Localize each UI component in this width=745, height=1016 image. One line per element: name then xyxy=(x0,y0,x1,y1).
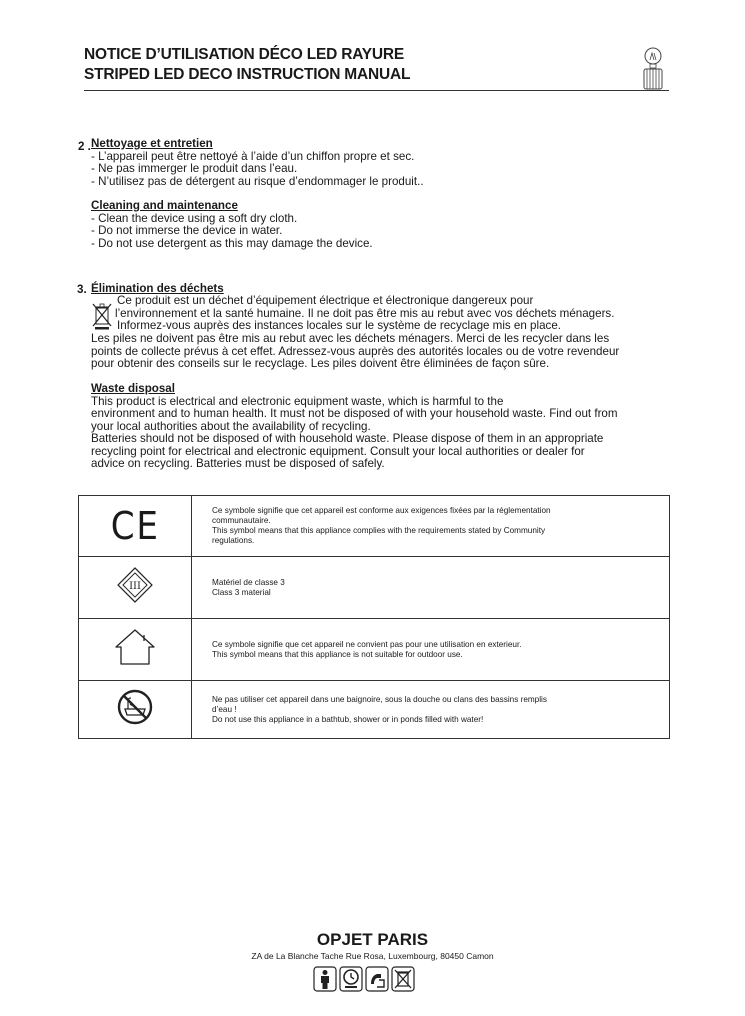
text-line: - Do not immerse the device in water. xyxy=(91,224,283,237)
section-cleaning xyxy=(91,138,424,188)
text-line: Ce symbole signifie que cet appareil est conforme aux exigences fixées par la réglementation xyxy=(212,506,551,515)
text-line: This symbol means that this appliance is not suitable for outdoor use. xyxy=(212,649,463,659)
text-line: your local authorities about the availability of recycling. xyxy=(91,419,371,433)
title-french: NOTICE D’UTILISATION DÉCO LED RAYURE xyxy=(84,46,405,63)
text-line: communautaire. xyxy=(212,516,271,525)
text-line: - Clean the device using a soft dry cloth. xyxy=(91,211,298,225)
company-address: ZA de La Blanche Tache Rue Rosa, Luxembourg, 80450 Camon xyxy=(251,951,494,961)
battery-text-fr xyxy=(91,333,619,371)
text-line: - Ne pas immerger le produit dans l’eau. xyxy=(91,162,298,175)
text-line: Informez-vous auprès des instances locales sur le système de recyclage mis en place. xyxy=(117,319,561,332)
text-line: environment and to human health. It must not be disposed of with your household waste. Find out from xyxy=(91,407,618,420)
adult-person-icon xyxy=(313,966,337,992)
symbol-cell xyxy=(79,496,192,557)
recycling-hand-icon xyxy=(365,966,389,992)
text-line: Do not use this appliance in a bathtub, shower or in ponds filled with water! xyxy=(212,714,484,724)
section-number: 2 . xyxy=(78,140,91,153)
indoor-use-house-icon xyxy=(113,627,157,667)
class-3-icon xyxy=(116,566,154,604)
weee-text xyxy=(91,295,614,333)
text-line: d’eau ! xyxy=(212,704,237,714)
section-heading: Waste disposal xyxy=(91,382,175,395)
text-line: advice on recycling. Batteries must be disposed of safely. xyxy=(91,457,385,470)
text-line: Ce produit est un déchet d’équipement électrique et électronique dangereux pour xyxy=(117,294,534,307)
text-line: This symbol means that this appliance complies with the requirements stated by Community xyxy=(212,526,546,535)
symbol-description xyxy=(192,619,670,681)
header-divider xyxy=(84,90,669,91)
table-row xyxy=(79,496,670,557)
text-line: Class 3 material xyxy=(212,587,271,597)
symbol-cell xyxy=(79,557,192,619)
brand-name: OPJET PARIS xyxy=(316,930,429,949)
text-line: Les piles ne doivent pas être mis au rebut avec les déchets ménagers. Merci de les recycler dans les xyxy=(91,332,610,345)
class-3-label: III xyxy=(129,581,141,592)
text-line: This product is electrical and electronic equipment waste, which is harmful to the xyxy=(91,394,504,408)
text-line: Ce symbole signifie que cet appareil ne convient pas pour une utilisation en exterieur. xyxy=(212,639,522,649)
text-line: - Do not use detergent as this may damage the device. xyxy=(91,236,373,250)
section-heading: Nettoyage et entretien xyxy=(91,137,213,150)
symbol-cell xyxy=(79,619,192,681)
title-english: STRIPED LED DECO INSTRUCTION MANUAL xyxy=(84,66,411,83)
table-row xyxy=(79,557,670,619)
text-line: Matériel de classe 3 xyxy=(212,577,285,587)
symbol-description xyxy=(192,557,670,619)
section-cleaning-en xyxy=(91,200,373,250)
no-bathtub-icon xyxy=(117,689,153,725)
text-line: pour obtenir des conseils sur le recyclage. Les piles doivent être éliminées de façon sûre. xyxy=(91,357,550,370)
symbols-table xyxy=(78,495,670,739)
ce-mark-icon: CE xyxy=(110,504,160,548)
text-line: - L’appareil peut être nettoyé à l’aide d’un chiffon propre et sec. xyxy=(91,149,415,163)
text-line: Batteries should not be disposed of with household waste. Please dispose of them in an appropriate xyxy=(91,432,604,445)
text-line: Ne pas utiliser cet appareil dans une baignoire, sous la douche ou clans des bassins remplis xyxy=(212,694,547,704)
clock-icon xyxy=(339,966,363,992)
weee-bin-icon xyxy=(391,966,415,992)
text-line: regulations. xyxy=(212,536,255,545)
section-heading: Cleaning and maintenance xyxy=(91,199,238,212)
symbol-description xyxy=(192,681,670,739)
text-line: l’environnement et la santé humaine. Il ne doit pas être mis au rebut avec vos déchets ménagers. xyxy=(115,306,615,320)
table-row xyxy=(79,681,670,739)
text-line: recycling point for electrical and electronic equipment. Consult your local authorities or dealer for xyxy=(91,444,585,458)
lamp-icon xyxy=(640,44,666,90)
text-line: - N’utilisez pas de détergent au risque d’endommager le produit.. xyxy=(91,174,424,188)
section-heading-text: Élimination des déchets xyxy=(91,282,224,295)
section-number: 3. xyxy=(77,283,87,296)
symbol-description xyxy=(192,496,670,557)
footer-icon-row xyxy=(313,966,441,992)
table-row xyxy=(79,619,670,681)
waste-disposal-en xyxy=(91,383,618,471)
text-line: points de collecte prévus à cet effet. Adressez-vous auprès des autorités locales ou de votre revendeur xyxy=(91,344,620,358)
symbol-cell xyxy=(79,681,192,739)
